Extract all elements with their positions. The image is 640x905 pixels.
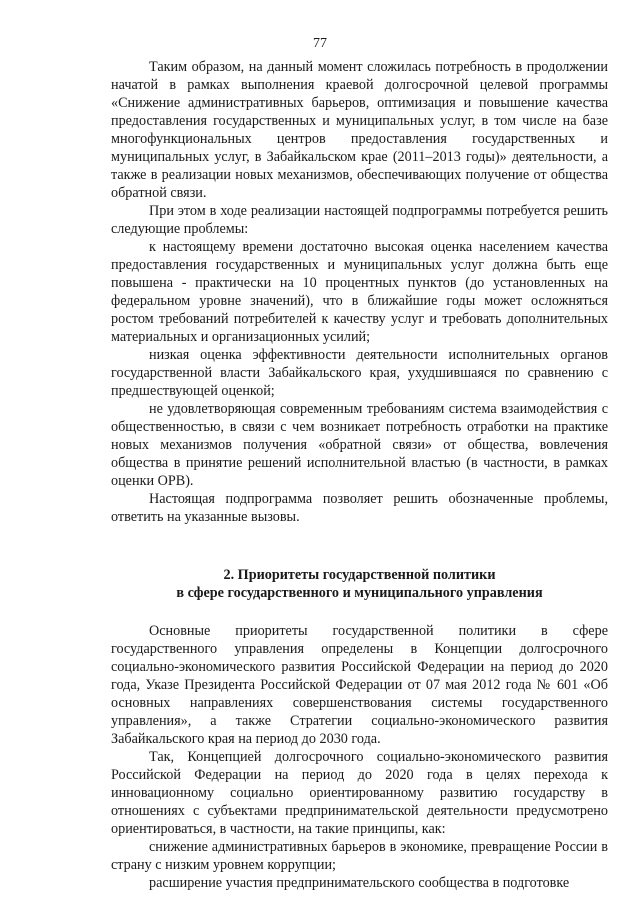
list-item-problem: не удовлетворяющая современным требованиям система взаимодействия с общественностью, в связи с чем возникает потребность отработки на практике новых механизмов получения «обратной связи» от общества, вовлечения общества в принятие решений исполнительной властью (в частности, в рамках оценки ОРВ). [111, 401, 608, 489]
list-item-principle: расширение участия предпринимательского сообщества в подготовке [149, 875, 570, 891]
section-priorities [111, 622, 608, 892]
section-heading [111, 566, 608, 602]
list-item-principle: снижение административных барьеров в экономике, превращение России в страну с низким уровнем коррупции; [111, 839, 608, 873]
section-intro [111, 58, 608, 526]
section-heading-line: 2. Приоритеты государственной политики [223, 567, 496, 583]
list-item-problem: низкая оценка эффективности деятельности исполнительных органов государственной власти Забайкальского края, ухудшившаяся по сравнению с предшествующей оценкой; [111, 347, 608, 399]
section-heading-line: в сфере государственного и муниципального управления [176, 585, 543, 601]
paragraph: Настоящая подпрограмма позволяет решить обозначенные проблемы, ответить на указанные вызовы. [111, 491, 608, 525]
list-item-problem: к настоящему времени достаточно высокая оценка населением качества предоставления государственных и муниципальных услуг должна быть еще повышена - практически на 10 процентных пунктов (до установленных на федеральном уровне значений), что в ближайшие годы может осложняться ростом требований потребителей к качеству услуг и требовать дополнительных материальных и организационных усилий; [111, 239, 608, 345]
page-number: 77 [313, 36, 327, 51]
document-body [111, 58, 608, 892]
paragraph: Таким образом, на данный момент сложилась потребность в продолжении начатой в рамках выполнения краевой долгосрочной целевой программы «Снижение административных барьеров, оптимизация и повышение качества предоставления государственных и муниципальных услуг, в том числе на базе многофункциональных центров предоставления государственных и муниципальных услуг, в Забайкальском крае (2011–2013 годы)» деятельности, а также в реализации новых механизмов, обеспечивающих получение от общества обратной связи. [111, 59, 608, 201]
paragraph: Основные приоритеты государственной политики в сфере государственного управления определены в Концепции долгосрочного социально-экономического развития Российской Федерации на период до 2020 года, Указе Президента Российской Федерации от 07 мая 2012 года № 601 «Об основных направлениях совершенствования системы государственного управления», а также Стратегии социально-экономического развития Забайкальского края на период до 2030 года. [111, 623, 608, 747]
paragraph: Так, Концепцией долгосрочного социально-экономического развития Российской Федерации на период до 2020 года в целях перехода к инновационному социально ориентированному развитию государству в отношениях с субъектами предпринимательской деятельности предусмотрено ориентироваться, в частности, на такие принципы, как: [111, 749, 608, 837]
paragraph: При этом в ходе реализации настоящей подпрограммы потребуется решить следующие проблемы: [111, 203, 608, 237]
